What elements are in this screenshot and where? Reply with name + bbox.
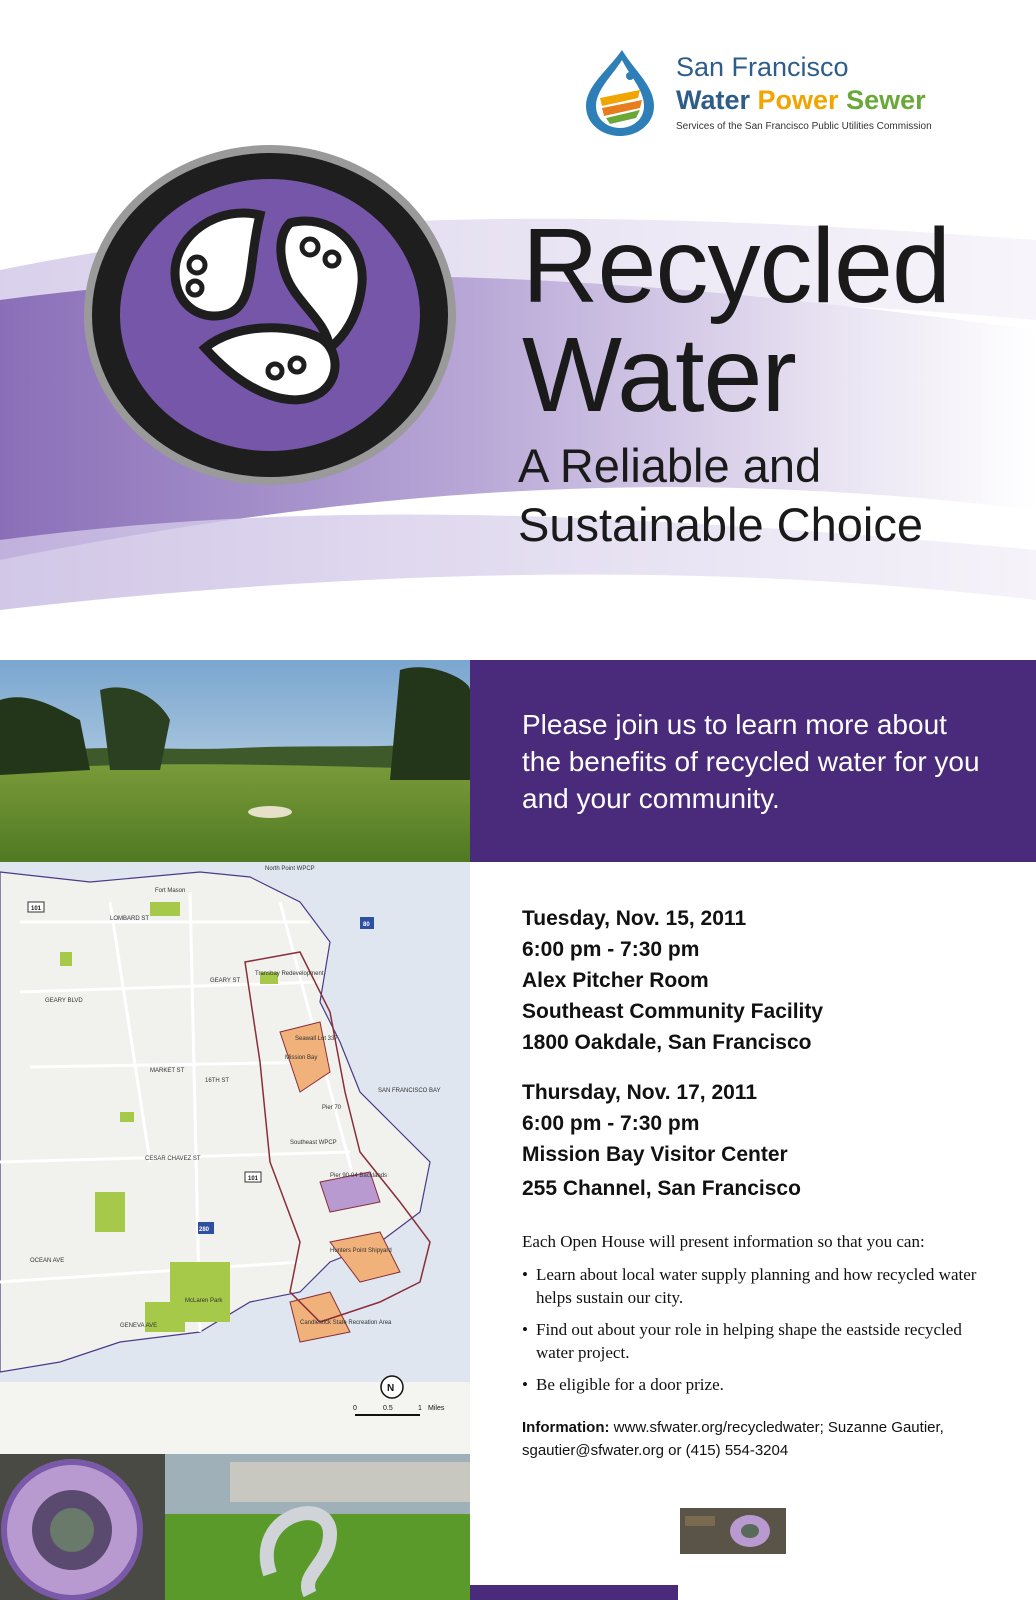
page-subtitle	[518, 437, 923, 555]
map-label-seawall: Seawall Lot 337	[295, 1036, 338, 1042]
event-1-venue: Southeast Community Facility	[522, 1000, 824, 1023]
bullet-icon: •	[522, 1320, 528, 1339]
details-intro: Each Open House will present information so that you can:	[522, 1232, 925, 1251]
map-label-16th: 16TH ST	[205, 1078, 230, 1084]
purple-footer-bar	[470, 1585, 678, 1600]
map-scale-05: 0.5	[383, 1405, 393, 1412]
map-scale-1: 1	[418, 1405, 422, 1412]
map-hwy-80: 80	[363, 922, 370, 928]
svg-text:N: N	[387, 1383, 395, 1394]
water-drop-logo-icon	[578, 46, 662, 138]
map-label-north-point: North Point WPCP	[265, 866, 315, 872]
invite-panel	[470, 660, 1036, 862]
event-1	[522, 903, 823, 1058]
map-label-market: MARKET ST	[150, 1068, 185, 1074]
subtitle-line-1: A Reliable and	[518, 439, 822, 492]
title-line-1: Recycled	[522, 207, 950, 325]
map-scale-0: 0	[353, 1405, 357, 1412]
golf-course-photo	[0, 660, 470, 862]
list-item: • Be eligible for a door prize.	[522, 1375, 724, 1394]
logo-sewer-word: Sewer	[846, 85, 926, 115]
event-1-address: 1800 Oakdale, San Francisco	[522, 1031, 812, 1054]
map-label-lombard: LOMBARD ST	[110, 916, 150, 922]
sfpuc-logo	[578, 42, 978, 142]
logo-power-word: Power	[757, 85, 839, 115]
invite-message: Please join us to learn more about the benefits of recycled water for you and your community.	[522, 709, 980, 815]
list-item: • Find out about your role in helping shape the eastside recycled water project.	[522, 1320, 962, 1362]
map-label-transbay: Transbay Redevelopment	[255, 971, 324, 977]
event-2-date: Thursday, Nov. 17, 2011	[522, 1081, 757, 1104]
page-title	[522, 207, 950, 435]
map-scale-miles: Miles	[428, 1405, 445, 1412]
details-bullet-list	[522, 1263, 992, 1405]
contact-info	[522, 1416, 1002, 1462]
map-label-southeast-wpcp: Southeast WPCP	[290, 1140, 337, 1146]
map-label-geneva: GENEVA AVE	[120, 1323, 158, 1329]
event-2-time: 6:00 pm - 7:30 pm	[522, 1112, 700, 1135]
map-label-fort-mason: Fort Mason	[155, 888, 186, 894]
bullet-icon: •	[522, 1265, 528, 1284]
san-francisco-map	[0, 862, 470, 1454]
logo-city-text: San Francisco	[676, 52, 849, 82]
map-label-candlestick: Candlestick State Recreation Area	[300, 1320, 392, 1326]
map-label-sf-bay: SAN FRANCISCO BAY	[378, 1088, 441, 1094]
map-label-hunters-point: Hunters Point Shipyard	[330, 1248, 392, 1254]
map-label-geary-blvd: GEARY BLVD	[45, 998, 83, 1004]
title-line-2: Water	[522, 316, 796, 435]
subtitle-line-2: Sustainable Choice	[518, 497, 923, 551]
event-1-date: Tuesday, Nov. 15, 2011	[522, 907, 747, 930]
recycled-water-drops-icon	[80, 143, 460, 488]
event-2-address: 255 Channel, San Francisco	[522, 1177, 801, 1200]
bottom-photo-strip	[0, 1454, 470, 1600]
map-label-ocean-ave: OCEAN AVE	[30, 1258, 65, 1264]
logo-tagline: Services of the San Francisco Public Utilities Commission	[676, 121, 932, 132]
logo-water-word: Water	[676, 85, 751, 115]
event-1-time: 6:00 pm - 7:30 pm	[522, 938, 700, 961]
list-item: • Learn about local water supply planning and how recycled water helps sustain our city.	[522, 1265, 977, 1307]
map-label-geary-st: GEARY ST	[210, 978, 241, 984]
event-2	[522, 1077, 801, 1204]
map-label-cesar-chavez: CESAR CHAVEZ ST	[145, 1156, 201, 1162]
bullet-icon: •	[522, 1375, 528, 1394]
purple-meter-thumbnail	[680, 1508, 786, 1554]
map-hwy-101-north: 101	[31, 906, 42, 912]
map-label-mission-bay: Mission Bay	[285, 1055, 318, 1061]
event-2-venue: Mission Bay Visitor Center	[522, 1143, 788, 1166]
info-label: Information:	[522, 1419, 610, 1436]
map-hwy-101-south: 101	[248, 1176, 259, 1182]
info-text: www.sfwater.org/recycledwater; Suzanne Gautier, sgautier@sfwater.org or (415) 554-3204	[522, 1419, 944, 1459]
map-label-pier70: Pier 70	[322, 1105, 342, 1111]
map-label-mclaren: McLaren Park	[185, 1298, 223, 1304]
logo-services-text	[676, 85, 926, 116]
map-hwy-280: 280	[199, 1227, 210, 1233]
event-1-room: Alex Pitcher Room	[522, 969, 709, 992]
map-label-pier-backlands: Pier 90-94 Backlands	[330, 1173, 388, 1179]
